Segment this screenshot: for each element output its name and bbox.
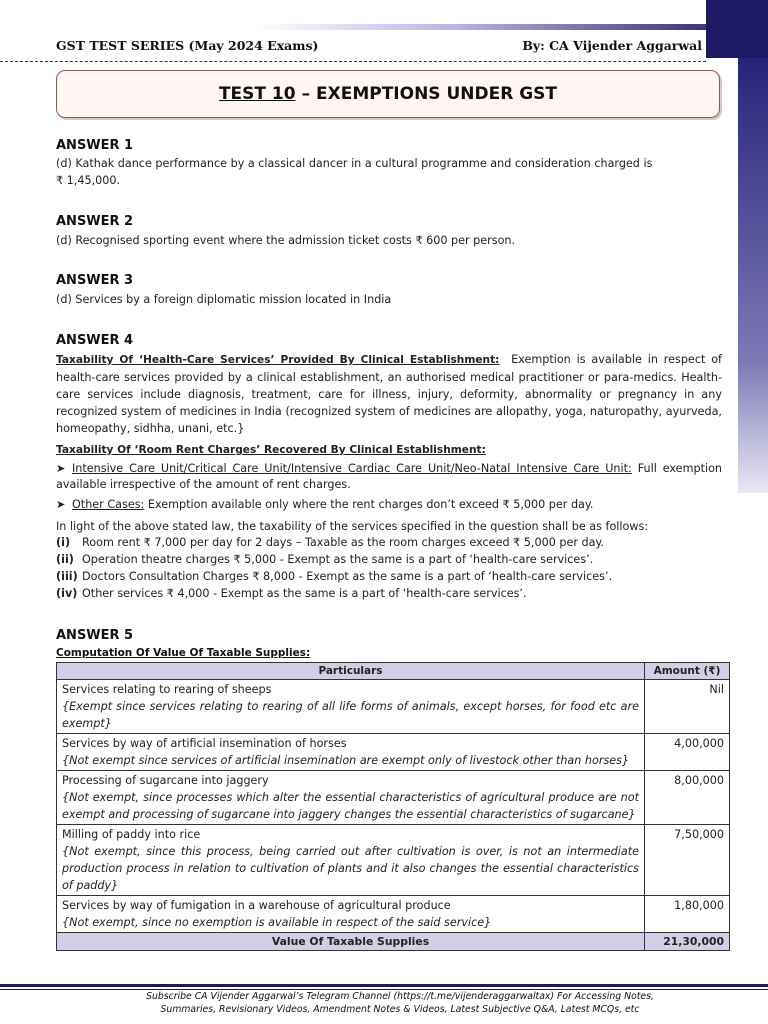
answer-4-heading: ANSWER 4 xyxy=(56,333,134,348)
footer-rule-thin xyxy=(0,989,768,990)
row-particulars xyxy=(57,734,645,771)
row-title: Processing of sugarcane into jaggery xyxy=(62,774,269,787)
taxability-item-1 xyxy=(56,536,604,549)
row-particulars xyxy=(57,771,645,825)
answer-5-heading: ANSWER 5 xyxy=(56,628,134,643)
item-text: Room rent ₹ 7,000 per day for 2 days – Taxable as the room charges exceed ₹ 5,000 per day. xyxy=(82,536,605,549)
table-row xyxy=(57,896,730,933)
bullet-icu xyxy=(56,461,722,493)
author-name: By: CA Vijender Aggarwal xyxy=(522,38,702,53)
bullet-other-lead: Other Cases: xyxy=(72,498,145,511)
health-care-heading: Taxability Of ‘Health-Care Services’ Provided By Clinical Establishment: xyxy=(56,354,500,366)
row-title: Services by way of fumigation in a warehouse of agricultural produce xyxy=(62,899,451,912)
bullet-other xyxy=(56,497,722,513)
table-row xyxy=(57,771,730,825)
item-number: (ii) xyxy=(56,553,74,566)
row-amount: 4,00,000 xyxy=(645,734,730,771)
computation-heading: Computation Of Value Of Taxable Supplies: xyxy=(56,647,311,659)
bullet-other-text: Exemption available only where the rent charges don’t exceed ₹ 5,000 per day. xyxy=(147,498,594,511)
bullet-icu-text: Full exemption available irrespective of the amount of rent charges. xyxy=(56,462,722,491)
footer-rule xyxy=(0,984,768,987)
row-title: Services by way of artificial insemination of horses xyxy=(62,737,347,750)
total-label: Value Of Taxable Supplies xyxy=(57,933,645,951)
page-title xyxy=(56,70,720,118)
item-number: (i) xyxy=(56,536,71,549)
table-row xyxy=(57,734,730,771)
taxable-supplies-table xyxy=(56,662,730,951)
table-total-row xyxy=(57,933,730,951)
footer-note xyxy=(120,991,680,1016)
test-number: TEST 10 xyxy=(218,84,296,104)
test-subject: – EXEMPTIONS UNDER GST xyxy=(301,84,558,104)
answer-1-heading: ANSWER 1 xyxy=(56,138,134,153)
row-amount: 7,50,000 xyxy=(645,825,730,896)
row-note: {Exempt since services relating to rearing of all life forms of animals, except horses, for food etc are exempt} xyxy=(62,700,639,730)
row-note: {Not exempt, since this process, being carried out after cultivation is over, is not an intermediate production process in relation to cultivation of plants and it also changes the essential characteristics of paddy} xyxy=(62,845,639,892)
row-particulars xyxy=(57,896,645,933)
answer-3-heading: ANSWER 3 xyxy=(56,273,134,288)
arrow-bullet-icon: ➤ xyxy=(56,498,66,511)
health-care-paragraph xyxy=(56,351,722,437)
row-title: Services relating to rearing of sheeps xyxy=(62,683,272,696)
answer-1-line-2: ₹ 1,45,000. xyxy=(56,174,121,187)
row-title: Milling of paddy into rice xyxy=(62,828,201,841)
header-gradient-bar xyxy=(254,24,706,30)
row-particulars xyxy=(57,680,645,734)
table-row xyxy=(57,680,730,734)
answer-4-intro: In light of the above stated law, the taxability of the services specified in the question shall be as follows: xyxy=(56,520,649,533)
row-particulars xyxy=(57,825,645,896)
row-note: {Not exempt, since no exemption is available in respect of the said service} xyxy=(62,916,492,929)
answer-2-heading: ANSWER 2 xyxy=(56,214,134,229)
row-amount: Nil xyxy=(645,680,730,734)
taxability-item-3 xyxy=(56,570,612,583)
series-title: GST TEST SERIES (May 2024 Exams) xyxy=(56,38,319,53)
item-number: (iv) xyxy=(56,587,78,600)
taxability-item-2 xyxy=(56,553,593,566)
footer-line-2: Summaries, Revisionary Videos, Amendment Notes & Videos, Latest Subjective Q&A, Latest MCQs, etc xyxy=(160,1003,640,1015)
corner-block xyxy=(706,0,768,58)
item-text: Operation theatre charges ₹ 5,000 - Exempt as the same is a part of ‘health-care services’. xyxy=(82,553,594,566)
health-care-text: Exemption is available in respect of health-care services provided by a clinical establishment, an authorised medical practitioner or para-medics. Health-care services include diagnosis, treatment, care for illness, injury, deformity, abnormality or pregnancy in any recognized system of medicines in India (recognized system of medicines are allopathy, yoga, naturopathy, ayurveda, homeopathy, sidhha, unani, etc.} xyxy=(56,353,722,435)
arrow-bullet-icon: ➤ xyxy=(56,462,66,475)
side-strip xyxy=(738,58,768,493)
answer-2-line-1: (d) Recognised sporting event where the admission ticket costs ₹ 600 per person. xyxy=(56,234,516,247)
item-number: (iii) xyxy=(56,570,78,583)
answer-1-line-1: (d) Kathak dance performance by a classical dancer in a cultural programme and consideration charged is xyxy=(56,157,653,170)
row-amount: 8,00,000 xyxy=(645,771,730,825)
answer-3-line-1: (d) Services by a foreign diplomatic mission located in India xyxy=(56,293,392,306)
row-note: {Not exempt, since processes which alter the essential characteristics of agricultural produce are not exempt and processing of sugarcane into jaggery changes the essential characteristics of sugarcane} xyxy=(62,791,639,821)
total-amount: 21,30,000 xyxy=(645,933,730,951)
header-divider xyxy=(0,61,706,62)
col-particulars: Particulars xyxy=(57,663,645,680)
table-header-row xyxy=(57,663,730,680)
col-amount: Amount (₹) xyxy=(645,663,730,680)
bullet-icu-lead: Intensive Care Unit/Critical Care Unit/Intensive Cardiac Care Unit/Neo-Natal Intensive Care Unit: xyxy=(72,462,632,475)
row-amount: 1,80,000 xyxy=(645,896,730,933)
row-note: {Not exempt since services of artificial insemination are exempt only of livestock other than horses} xyxy=(62,754,630,767)
room-rent-heading: Taxability Of ‘Room Rent Charges’ Recovered By Clinical Establishment: xyxy=(56,444,486,456)
item-text: Other services ₹ 4,000 - Exempt as the same is a part of ‘health-care services’. xyxy=(82,587,527,600)
footer-line-1: Subscribe CA Vijender Aggarwal’s Telegram Channel (https://t.me/vijenderaggarwaltax) For Accessing Notes, xyxy=(146,991,654,1002)
taxability-item-4 xyxy=(56,587,527,600)
item-text: Doctors Consultation Charges ₹ 8,000 - Exempt as the same is a part of ‘health-care services’. xyxy=(82,570,613,583)
table-row xyxy=(57,825,730,896)
